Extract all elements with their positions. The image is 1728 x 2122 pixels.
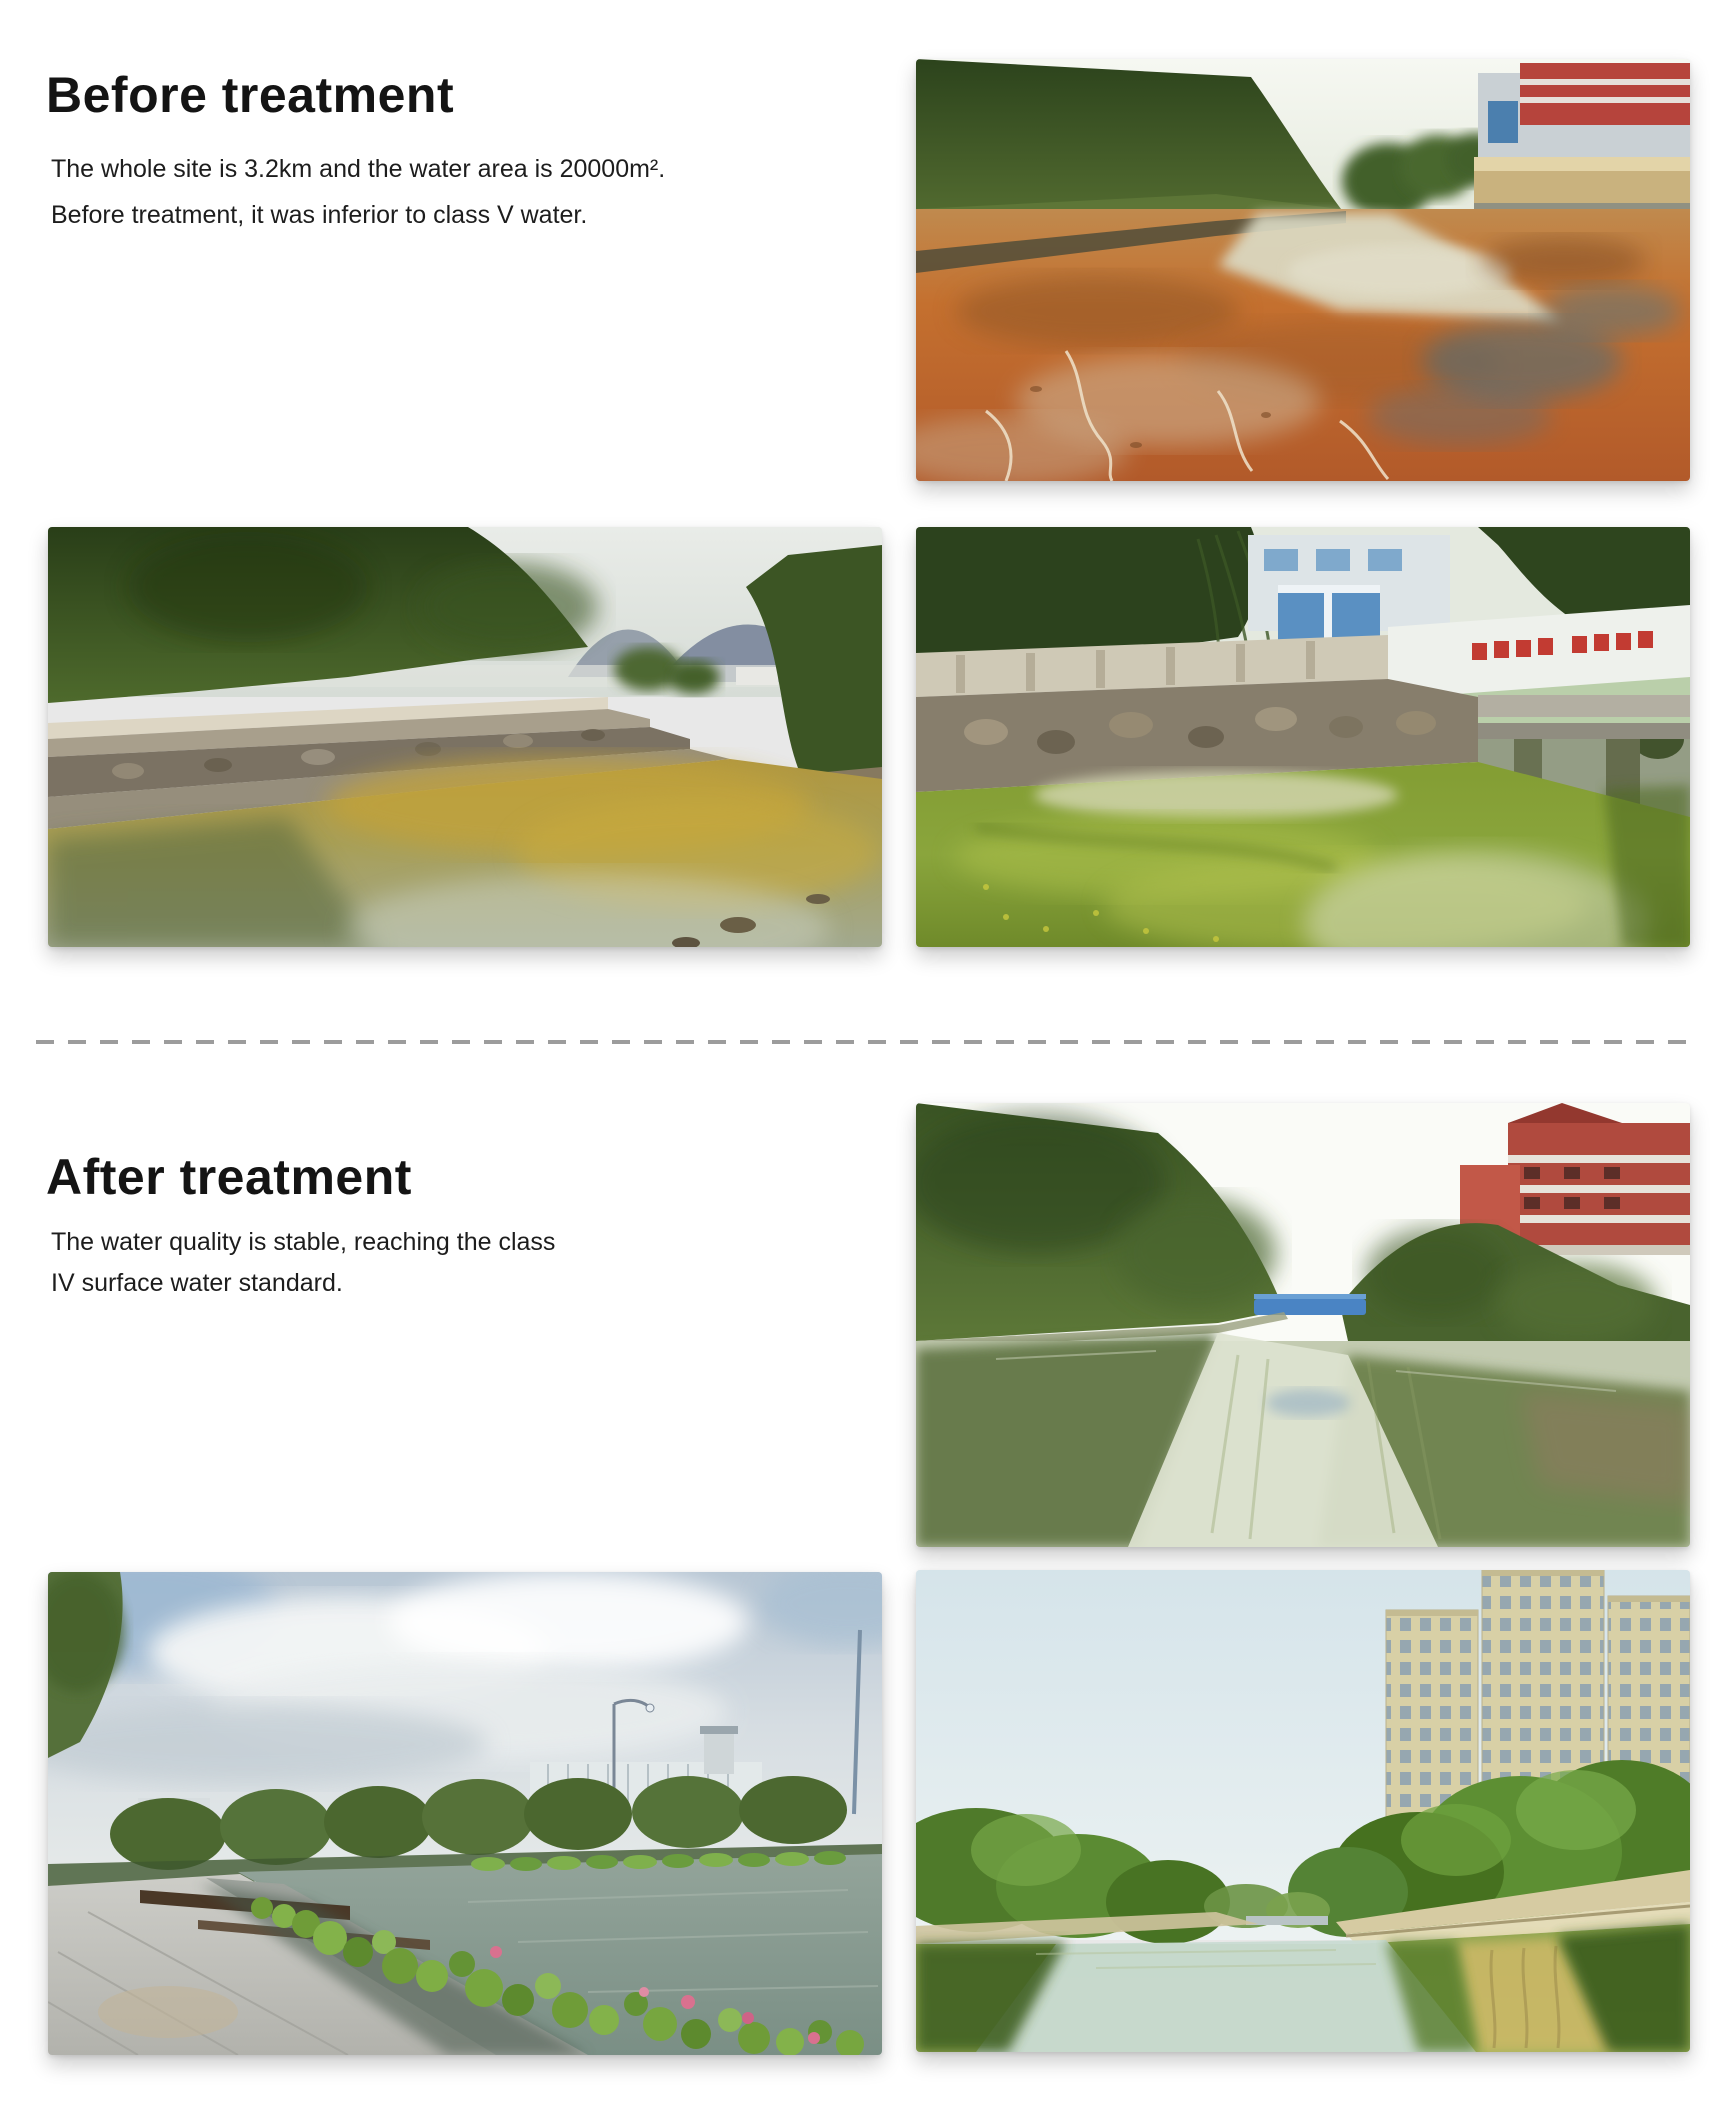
after-description-line-1: The water quality is stable, reaching the class	[51, 1228, 556, 1256]
before-section-description	[51, 146, 665, 238]
section-divider-dashed-line	[36, 1040, 1694, 1044]
photo-before-dried-riverbed	[916, 59, 1690, 481]
algae-water-illustration	[916, 527, 1690, 947]
clear-canal-illustration	[916, 1103, 1690, 1547]
muddy-river-illustration	[48, 527, 882, 947]
dried-riverbed-illustration	[916, 59, 1690, 481]
photo-after-clear-canal	[916, 1103, 1690, 1547]
before-section-title: Before treatment	[46, 67, 455, 123]
after-description-line-2: IV surface water standard.	[51, 1269, 343, 1297]
before-description-line-1: The whole site is 3.2km and the water area is 20000m².	[51, 155, 666, 183]
photo-before-muddy-river	[48, 527, 882, 947]
highrise-canal-illustration	[916, 1570, 1690, 2052]
photo-after-highrise-canal	[916, 1570, 1690, 2052]
photo-before-algae-water	[916, 527, 1690, 947]
before-description-line-2: Before treatment, it was inferior to class V water.	[51, 201, 588, 229]
after-section-description	[51, 1222, 555, 1304]
photo-after-lotus-promenade	[48, 1572, 882, 2055]
lotus-promenade-illustration	[48, 1572, 882, 2055]
after-section-title: After treatment	[46, 1149, 412, 1205]
